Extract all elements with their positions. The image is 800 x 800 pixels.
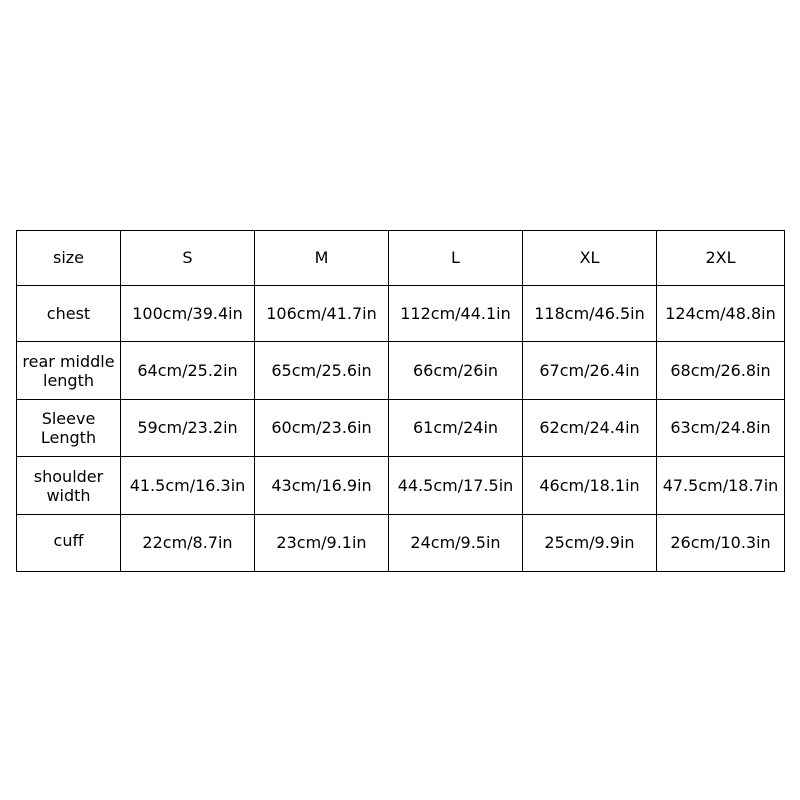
table-cell: 63cm/24.8in <box>657 400 785 457</box>
row-label-line: Sleeve <box>41 409 96 428</box>
table-cell: 118cm/46.5in <box>523 286 657 342</box>
header-cell-s: S <box>121 231 255 286</box>
table-cell: 22cm/8.7in <box>121 515 255 572</box>
table-cell: 24cm/9.5in <box>389 515 523 572</box>
row-label-line: cuff <box>53 530 84 550</box>
table-cell: 68cm/26.8in <box>657 342 785 400</box>
table-cell: 65cm/25.6in <box>255 342 389 400</box>
table-cell: 25cm/9.9in <box>523 515 657 572</box>
table-cell: 59cm/23.2in <box>121 400 255 457</box>
table-cell: 23cm/9.1in <box>255 515 389 572</box>
size-chart-table <box>16 230 785 572</box>
row-label-sleeve-length <box>17 400 121 457</box>
table-row <box>17 400 785 457</box>
header-cell-l: L <box>389 231 523 286</box>
row-label-line: chest <box>46 304 91 323</box>
row-label-cuff <box>17 515 121 572</box>
table-cell: 44.5cm/17.5in <box>389 457 523 515</box>
table-row <box>17 342 785 400</box>
table-cell: 106cm/41.7in <box>255 286 389 342</box>
table-cell: 47.5cm/18.7in <box>657 457 785 515</box>
table-cell: 60cm/23.6in <box>255 400 389 457</box>
table-row <box>17 515 785 572</box>
row-label-line: Length <box>40 428 97 447</box>
header-cell-2xl: 2XL <box>657 231 785 286</box>
table-cell: 64cm/25.2in <box>121 342 255 400</box>
table-cell: 112cm/44.1in <box>389 286 523 342</box>
row-label-line: shoulder <box>33 466 104 486</box>
row-label-rear-middle-length <box>17 342 121 400</box>
row-label-shoulder-width <box>17 457 121 515</box>
table-cell: 100cm/39.4in <box>121 286 255 342</box>
row-label-line: rear middle <box>22 351 115 371</box>
header-cell-m: M <box>255 231 389 286</box>
row-label-chest <box>17 286 121 342</box>
table-cell: 66cm/26in <box>389 342 523 400</box>
table-row <box>17 286 785 342</box>
table-cell: 26cm/10.3in <box>657 515 785 572</box>
row-label-line: width <box>46 485 91 505</box>
header-row <box>17 231 785 286</box>
table-row <box>17 457 785 515</box>
table-cell: 124cm/48.8in <box>657 286 785 342</box>
header-cell-size: size <box>17 231 121 286</box>
table-cell: 67cm/26.4in <box>523 342 657 400</box>
table-cell: 41.5cm/16.3in <box>121 457 255 515</box>
table-cell: 46cm/18.1in <box>523 457 657 515</box>
table-cell: 43cm/16.9in <box>255 457 389 515</box>
row-label-line: length <box>43 370 94 390</box>
header-cell-xl: XL <box>523 231 657 286</box>
table-cell: 62cm/24.4in <box>523 400 657 457</box>
table-cell: 61cm/24in <box>389 400 523 457</box>
